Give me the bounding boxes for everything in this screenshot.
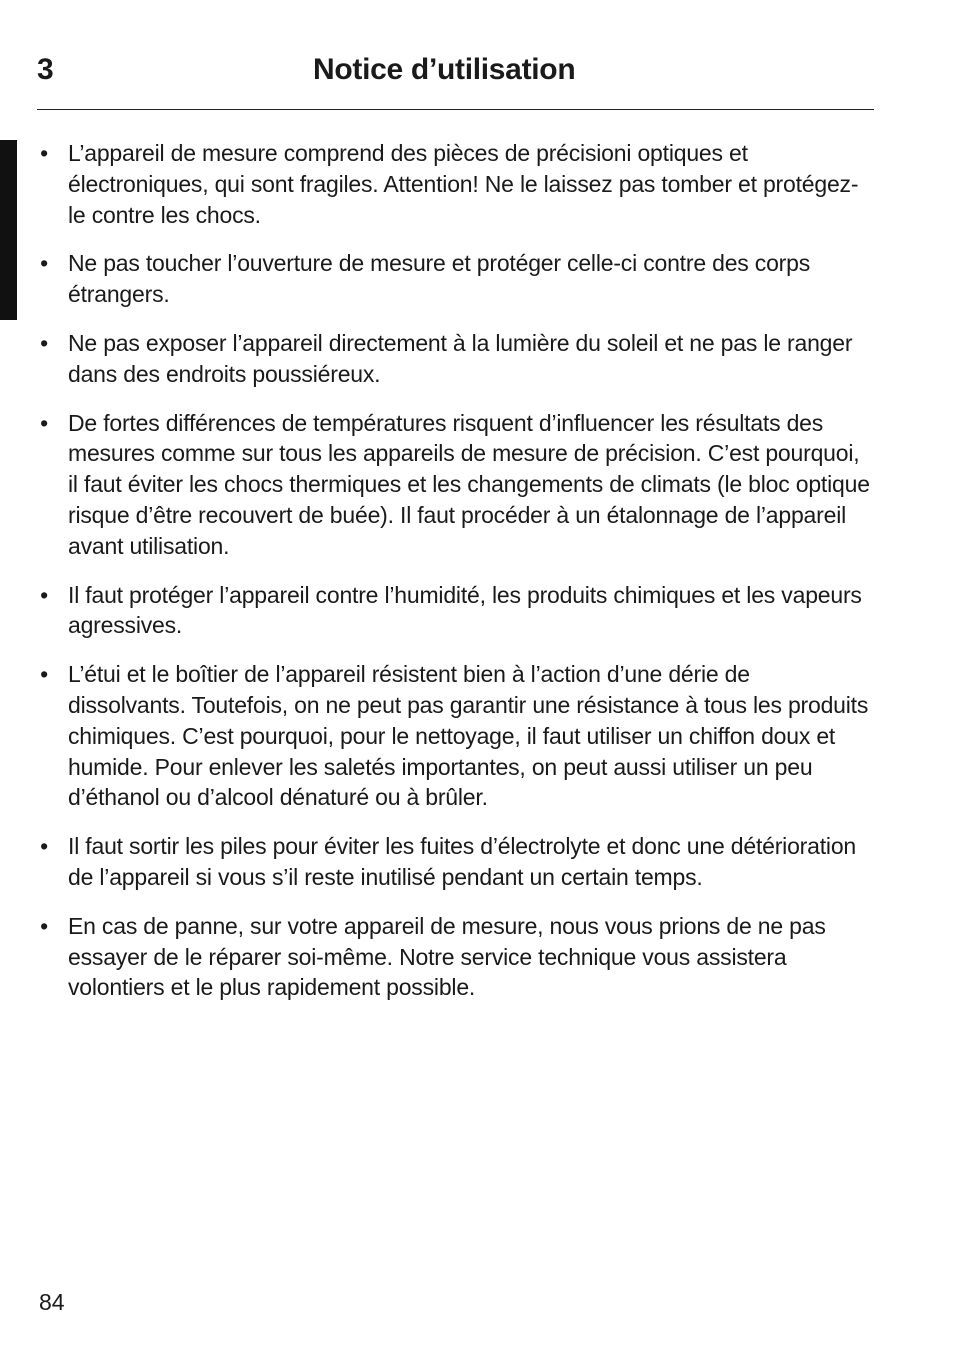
page-header xyxy=(37,52,874,92)
bullet-icon: • xyxy=(40,581,48,608)
list-item xyxy=(37,831,872,893)
list-item-text: De fortes différences de températures risquent d’influencer les résultats des mesures comme sur tous les appareils de mesure de précision. C’est pourquoi, il faut éviter les chocs thermiques et les changements de climats (le bloc optique risque d’être recouvert de buée). Il faut procéder à un étalonnage de l’appareil avant utilisation. xyxy=(68,409,870,559)
chapter-title: Notice d’utilisation xyxy=(313,53,576,86)
bullet-icon: • xyxy=(40,140,48,166)
list-item xyxy=(37,248,872,310)
list-item-text: Il faut sortir les piles pour éviter les fuites d’électrolyte et donc une détérioration de l’appareil si vous s’il reste inutilisé pendant un certain temps. xyxy=(68,833,857,890)
list-item xyxy=(37,659,872,813)
bullet-icon: • xyxy=(40,833,48,860)
list-item-text: L’étui et le boîtier de l’appareil résistent bien à l’action d’une dérie de dissolvants. Toutefois, on ne peut pas garantir une résistance à tous les produits chimiques. C’est pourquoi, pour le nettoyage, il faut utiliser un chiffon doux et humide. Pour enlever les saletés importantes, on peut aussi utiliser un peu d’éthanol ou d’alcool dénaturé ou à brûler. xyxy=(68,661,869,811)
chapter-number: 3 xyxy=(37,53,54,86)
list-item xyxy=(37,911,872,1003)
bullet-icon: • xyxy=(40,250,48,277)
list-item xyxy=(37,580,872,642)
list-item xyxy=(37,328,872,390)
list-item-text: Ne pas toucher l’ouverture de mesure et protéger celle-ci contre des corps étrangers. xyxy=(68,250,811,308)
list-item xyxy=(37,408,872,562)
list-item xyxy=(37,138,872,230)
bullet-icon: • xyxy=(40,329,48,356)
page-number: 84 xyxy=(39,1289,65,1315)
list-item-text: L’appareil de mesure comprend des pièces de précisioni optiques et électroniques, qui sont fragiles. Attention! Ne le laissez pas tomber et protégez-le contre les chocs. xyxy=(68,140,859,228)
list-item-text: Ne pas exposer l’appareil directement à la lumière du soleil et ne pas le ranger dans des endroits poussiéreux. xyxy=(68,329,853,387)
chapter-side-tab xyxy=(0,140,17,320)
bullet-icon: • xyxy=(40,661,48,688)
list-item-text: Il faut protéger l’appareil contre l’humidité, les produits chimiques et les vapeurs agressives. xyxy=(68,581,862,639)
bullet-icon: • xyxy=(40,912,48,939)
list-item-text: En cas de panne, sur votre appareil de mesure, nous vous prions de ne pas essayer de le réparer soi-même. Notre service technique vous assistera volontiers et le plus rapidement possible. xyxy=(68,912,826,1001)
instructions-list xyxy=(37,138,872,1021)
bullet-icon: • xyxy=(40,409,48,436)
header-divider xyxy=(37,109,874,110)
